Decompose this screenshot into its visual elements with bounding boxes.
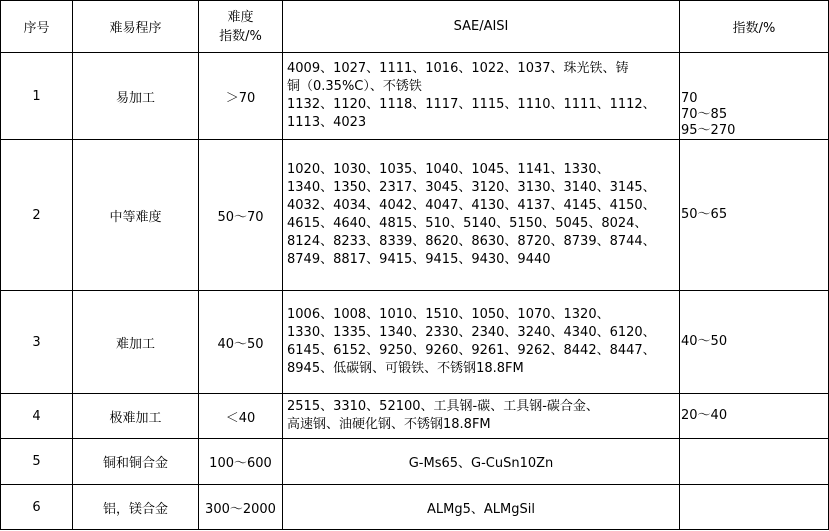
header-grades: SAE/AISI (283, 1, 680, 53)
row-difficulty-index: 40～50 (199, 291, 283, 394)
row-program: 铝，镁合金 (73, 485, 199, 530)
row-seq: 3 (1, 291, 73, 394)
row-seq: 1 (1, 53, 73, 140)
row-index: 50～65 (680, 140, 829, 291)
row-seq: 2 (1, 140, 73, 291)
row-program: 难加工 (73, 291, 199, 394)
row-seq: 6 (1, 485, 73, 530)
header-program: 难易程序 (73, 1, 199, 53)
table-row (1, 53, 829, 140)
row-difficulty-index: ＜40 (199, 394, 283, 439)
table-row (1, 140, 829, 291)
row-grades: 1006、1008、1010、1510、1050、1070、1320、 1330、1335、1340、2330、2340、3240、4340、6120、 6145、6152、9250、9260、9261、9262、8442、8447、 8945、低碳钢、可锻铁、不锈钢18.8FM (283, 291, 680, 394)
row-difficulty-index: 300～2000 (199, 485, 283, 530)
row-difficulty-index: ＞70 (199, 53, 283, 140)
row-grades: 4009、1027、1111、1016、1022、1037、珠光铁、铸 铜（0.35%C）、不锈铁 1132、1120、1118、1117、1115、1110、1111、1112、 1113、4023 (283, 53, 680, 140)
header-row (1, 1, 829, 53)
header-difficulty-index: 难度 指数/% (199, 1, 283, 53)
row-index: 20～40 (680, 394, 829, 439)
row-index (680, 439, 829, 485)
row-difficulty-index: 100～600 (199, 439, 283, 485)
row-program: 铜和铜合金 (73, 439, 199, 485)
row-index (680, 485, 829, 530)
row-program: 易加工 (73, 53, 199, 140)
row-grades: ALMg5、ALMgSil (283, 485, 680, 530)
row-index: 40～50 (680, 291, 829, 394)
row-seq: 5 (1, 439, 73, 485)
table-row (1, 439, 829, 485)
row-seq: 4 (1, 394, 73, 439)
row-grades: 1020、1030、1035、1040、1045、1141、1330、 1340、1350、2317、3045、3120、3130、3140、3145、 4032、4034、4042、4047、4130、4137、4145、4150、 4615、4640、4815、510、5140、5150、5045、8024、 8124、8233、8339、8620、8630、8720、8739、8744、 8749、8817、9415、9415、9430、9440 (283, 140, 680, 291)
row-program: 中等难度 (73, 140, 199, 291)
table-row (1, 394, 829, 439)
row-program: 极难加工 (73, 394, 199, 439)
row-index: 70 70～85 95～270 (680, 53, 829, 140)
row-grades: G-Ms65、G-CuSn10Zn (283, 439, 680, 485)
row-grades: 2515、3310、52100、工具钢-碳、工具钢-碳合金、 高速钢、油硬化钢、不锈钢18.8FM (283, 394, 680, 439)
table-row (1, 291, 829, 394)
row-difficulty-index: 50～70 (199, 140, 283, 291)
header-index: 指数/% (680, 1, 829, 53)
header-seq: 序号 (1, 1, 73, 53)
table-row (1, 485, 829, 530)
